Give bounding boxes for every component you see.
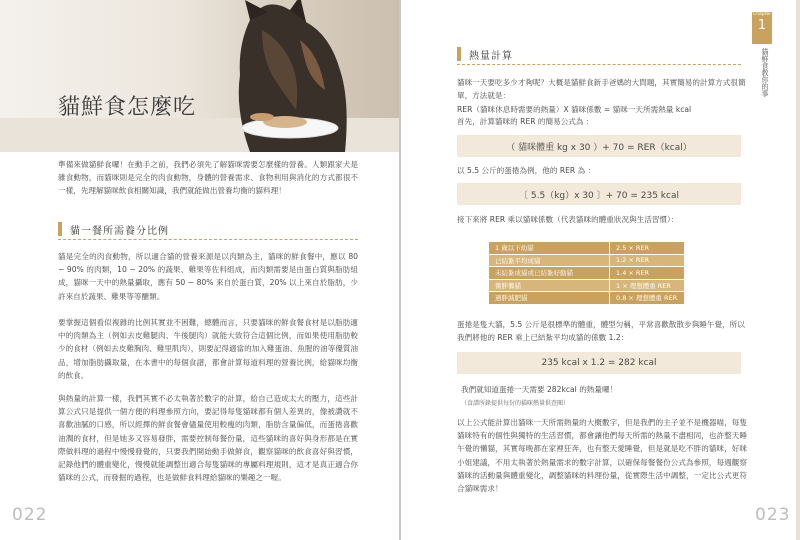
section-heading-text: 貓一餐所需養分比例 (70, 225, 169, 237)
paragraph-3: 與熱量的計算一樣，我們其實不必太執著於數字的計算，給自己造成太大的壓力，這些計算公式只是提供一個方便的料理參照方向，要記得每隻貓咪都有個人差異的，像被讚就不喜歡油膩的口感，所以經擇的鮮食餐會儘量使用較瘦的肉類，脂肪含量偏低，而蛋捲喜歡油潤的食材，但是她多又容易發胖，需要控制每餐份量，這些貓咪的喜好與身形都是在實際做料理的過程中慢慢發覺的，只要我們開始動手做鮮食，觀察貓咪的飲食喜好與習慣，記錄他們的體重變化，慢慢就能調整出適合每隻貓咪的專屬料理規則，這才是真正適合你貓咪的公式，而發掘的過程，也是做鮮食料理給貓咪的樂趣之一喔。 (58, 394, 358, 483)
rer-intro-line: 首先，計算貓咪的 RER 的簡易公式為 ： (457, 117, 594, 126)
table-row (489, 292, 685, 305)
rer-formula-box: （ 貓咪體重 kg x 30 ）+ 70 = RER（kcal） (457, 135, 741, 157)
page-title: 貓鮮食怎麼吃 (58, 95, 197, 120)
cat-factor-table (488, 241, 685, 305)
section-heading-calories (457, 44, 741, 65)
intro-paragraph: 準備來做貓鮮食囉！在動手之前，我們必須先了解貓咪需要怎麼樣的營養。人類跟家犬是雜食動物，而貓咪則是完全的肉食動物，身體的營養需求、食物利用與消化的方式都很不一樣，先理解貓咪飲食相關知識，我們就能做出營養均衡的貓料理！ (58, 160, 358, 196)
example-paragraph: 蛋捲是隻大貓，5.5 公斤是很標準的體重，體型匀稱，平常喜歡散散步與睡午覺，所以我們將他的 RER 乘上已結紮平均成貓的係數 1.2： (457, 320, 745, 342)
heading-bar-icon (58, 222, 62, 236)
table-row (489, 279, 685, 292)
section-heading-text: 熱量計算 (469, 50, 513, 62)
calorie-intro: 貓咪一天要吃多少才夠呢？大概是貓鮮食新手爸媽的大問題，其實簡易的計算方式很簡單，方法就是： (457, 78, 746, 100)
page-number-right: 023 (755, 505, 791, 525)
right-page (401, 0, 800, 540)
factor-value: 2.5 × RER (610, 242, 685, 255)
factor-label: 1 歲以下幼貓 (489, 242, 610, 255)
factor-value: 1.2 × RER (610, 254, 685, 267)
factor-intro-line: 接下來將 RER 乘以貓咪係數（代表貓咪的體重狀況與生活習慣）： (457, 215, 679, 224)
factor-label: 過胖減肥貓 (489, 292, 610, 305)
result-formula-box: 235 kcal x 1.2 = 282 kcal (457, 352, 741, 374)
heading-bar-icon (457, 47, 461, 61)
left-page (0, 0, 399, 540)
closing-paragraph: 以上公式能計算出貓咪一天所需熱量的大概數字，但是我們的主子並不是機器喵，每隻貓咪特有的個性與獨特的生活習慣，都會讓他們每天所需的熱量不盡相同，也許整天睡午覺的懶貓，其實每晚都在家裡狂奔，也有整天愛睡覺，但是就是吃不胖的貓咪，好咪小姐建議，不用太執著於熱量需求的數字計算，以確保每餐餐份公式為參照，每週觀察貓咪的活動量與體重變化，調整貓咪的料理份量，從實際生活中調整，一定比公式更符合貓咪需求！ (457, 418, 747, 494)
paragraph-2: 要掌握這個看似複雜的比例其實並不困難，總體而言，只要貓咪的鮮食餐食材是以脂肪適中的肉類為主（例如去皮雞腿肉、牛後腿肉）就能大致符合這個比例，而如果使用脂肪較少的食材（例如去皮雞胸肉、雞里肌肉），則要記得適當的加入雞蛋油、魚腥的油等優質油品，增加脂肪攝取量，在本書中的每個食譜，都會計算每道料理的營養比例，給貓咪均衡的飲食。 (58, 318, 358, 380)
chapter-tab (752, 12, 772, 44)
factor-label: 未結紮成貓或已結紮好動貓 (489, 267, 610, 280)
result-line: 我們就知道蛋捲一天需要 282kcal 的熱量囉！ (461, 385, 618, 394)
factor-label: 微胖懶貓 (489, 279, 610, 292)
section-heading-nutrition (58, 219, 358, 240)
chapter-label: Chapter (753, 12, 771, 17)
factor-label: 已結紮平均成貓 (489, 254, 610, 267)
chapter-number: 1 (757, 18, 767, 33)
table-row (489, 254, 685, 267)
result-note: （食譜所錄提供每份的貓咪熱量供查閱） (461, 400, 570, 407)
chapter-vertical-title: 貓鮮食教你的事 (761, 48, 769, 97)
factor-value: 1 × 理想體重 RER (610, 279, 685, 292)
table-row (489, 267, 685, 280)
calorie-formula-line: RER（貓咪休息時需要的熱量）X 貓咪係數 = 貓咪一天所需熱量 kcal (457, 105, 692, 114)
paragraph-1: 貓是完全的肉食動物，所以適合貓的營養來源是以肉類為主，貓咪的鮮食餐中，應以 80 ~ 90% 的肉類，10 ~ 20% 的蔬果、雞果等佐料組成，而肉類需要是由蛋白質與脂肪組成，貓咪一天中的熱量攝取，應有 50 ~ 80% 來自於蛋白質，20% 以上來自於脂肪，少許來自於蔬果、雞果等等醣類。 (58, 252, 358, 301)
table-row (489, 242, 685, 255)
example-line: 以 5.5 公斤的蛋捲為例，他的 RER 為 ： (457, 166, 596, 175)
example-formula-box: 〔 5.5（kg）x 30 〕+ 70 = 235 kcal (457, 183, 741, 205)
cat-photo (0, 0, 399, 152)
page-number-left: 022 (12, 505, 48, 525)
factor-value: 1.4 × RER (610, 267, 685, 280)
factor-value: 0.8 × 理想體重 RER (610, 292, 685, 305)
page-edge (796, 0, 800, 540)
